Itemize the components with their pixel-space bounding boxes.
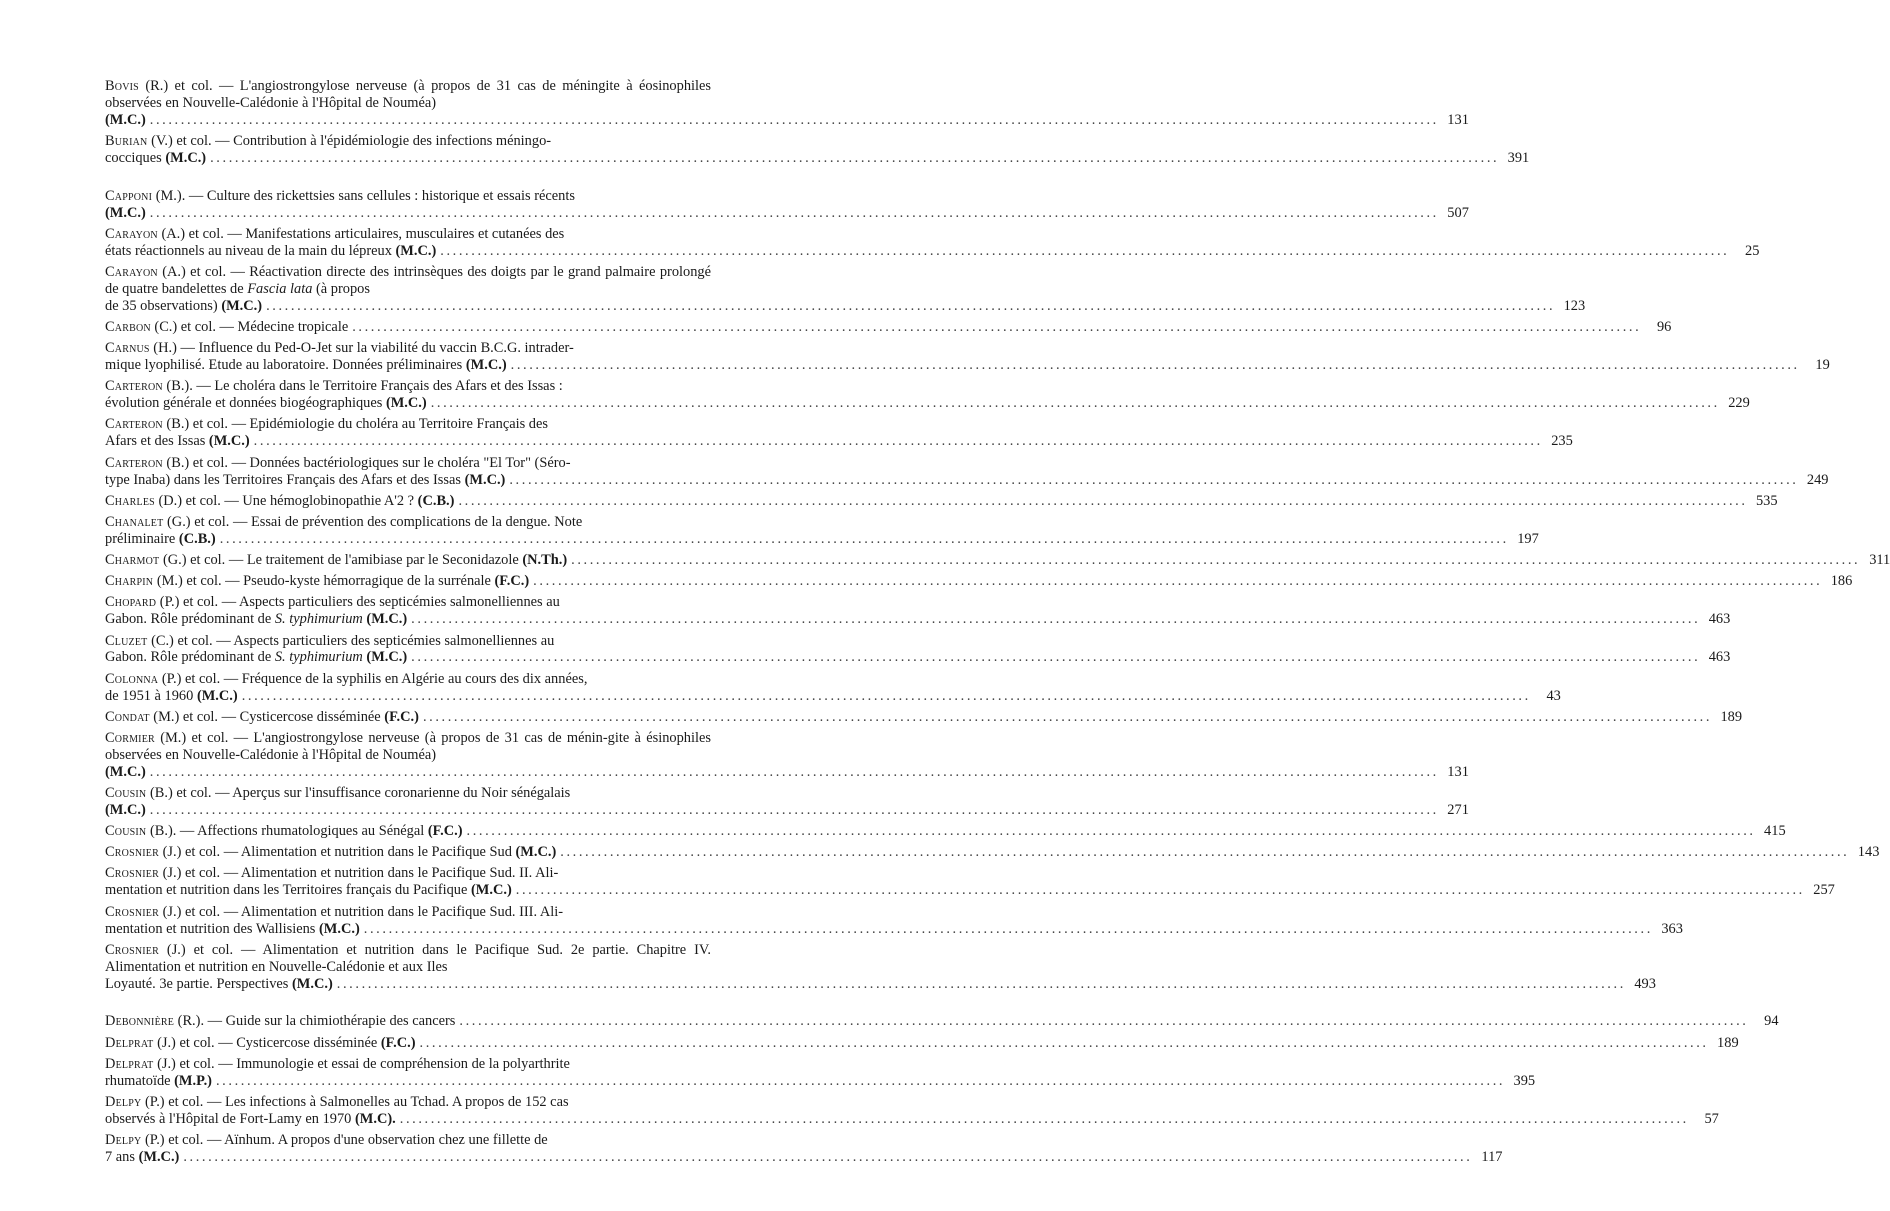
leader-dots: ................................................................................................................................................................................................................	[399, 1110, 1689, 1127]
entry-title: (M.). — Culture des rickettsies sans cellules : historique et essais récents	[152, 187, 575, 204]
page-number: 363	[1661, 920, 1683, 937]
leader-dots: ................................................................................................................................................................................................................	[215, 1072, 1506, 1089]
entry-last-text	[105, 1111, 396, 1128]
entry-title-end: rhumatoïde	[105, 1072, 175, 1089]
index-entry	[105, 513, 1539, 548]
leader-dots: ................................................................................................................................................................................................................	[363, 920, 1653, 937]
author-name: Crosnier	[105, 941, 159, 958]
page-number: 189	[1717, 1034, 1739, 1051]
leader-dots: ................................................................................................................................................................................................................	[352, 319, 1642, 336]
entry-source: (M.C.)	[395, 242, 437, 259]
entry-last-line	[105, 319, 1672, 336]
entry-last-text	[105, 552, 567, 569]
leader-dots: ................................................................................................................................................................................................................	[149, 204, 1439, 221]
page-number: 507	[1447, 204, 1469, 221]
entry-title: (J.) et col. — Alimentation et nutrition dans le Pacifique Sud. 2e partie. Chapitre IV. Alimentation et nutrition en Nouvelle-Calédonie et aux Iles	[105, 941, 711, 975]
entry-source: (M.C.)	[464, 471, 506, 488]
entry-last-line	[105, 492, 1778, 510]
entry-last-text	[105, 882, 512, 899]
entry-source: (M.C.)	[319, 920, 360, 937]
entry-title-end: préliminaire	[105, 530, 179, 547]
index-entry	[105, 1013, 1779, 1030]
entry-last-text	[105, 205, 146, 222]
index-entry	[105, 823, 1786, 840]
page-number: 143	[1857, 844, 1880, 861]
author-name: Chopard	[105, 594, 157, 611]
index-entry	[105, 865, 1835, 899]
entry-source: (M.C.)	[362, 611, 408, 628]
entry-last-text	[105, 1073, 212, 1090]
entry-last-line	[105, 823, 1786, 840]
author-name: Charles	[105, 492, 155, 509]
entry-title-italic: S. typhimurium	[274, 611, 363, 628]
entry-title: (A.) et col. — Réactivation directe des intrinsèques des doigts par le grand palmaire prolongé de quatre bandelettes de	[105, 264, 711, 297]
entry-last-line	[105, 573, 1853, 590]
index-entry	[105, 941, 1656, 993]
author-name: Carteron	[105, 378, 163, 395]
entry-title-end: (J.) et col. — Cysticercose disséminée	[153, 1034, 381, 1051]
entry-source: (M.C).	[354, 1110, 396, 1127]
entry-last-text	[105, 1035, 416, 1052]
entry-text	[105, 514, 711, 531]
entry-last-line	[105, 611, 1731, 628]
entry-title-end: 7 ans	[105, 1148, 139, 1165]
index-entry	[105, 784, 1469, 819]
entry-text	[105, 1132, 711, 1149]
author-name: Burian	[105, 133, 148, 150]
entry-last-text	[105, 243, 436, 260]
page-number: 463	[1708, 649, 1731, 666]
page-number: 57	[1704, 1110, 1719, 1127]
entry-source: (M.C.)	[165, 149, 207, 166]
entry-title: (M.) et col. — L'angiostrongylose nerveuse (à propos de 31 cas de ménin-gite à ésinophiles observées en Nouvelle-Calédonie à l'Hôpital de Nouméa)	[105, 729, 711, 763]
index-entry	[105, 670, 1561, 705]
entry-title-cont: (à propos	[312, 280, 370, 297]
page-number: 117	[1481, 1148, 1503, 1165]
entry-source: (M.C.)	[105, 111, 146, 128]
entry-title-end: mique lyophilisé. Etude au laboratoire. Données préliminaires	[105, 357, 466, 374]
entry-title-end: de 35 observations)	[105, 297, 222, 314]
entry-last-text	[105, 823, 463, 840]
index-entry	[105, 378, 1750, 412]
entry-text	[105, 942, 711, 976]
page-number: 131	[1447, 763, 1469, 780]
entry-text	[105, 1094, 711, 1111]
entry-last-line	[105, 649, 1731, 666]
author-name: Carayon	[105, 264, 158, 281]
entry-source: (M.C.)	[221, 297, 263, 314]
entry-last-line	[105, 530, 1539, 548]
author-name: Cousin	[105, 823, 147, 840]
entry-last-text	[105, 357, 507, 374]
author-name: Carbon	[105, 319, 151, 336]
entry-title: (P.) et col. — Les infections à Salmonelles au Tchad. A propos de 152 cas	[141, 1093, 569, 1110]
entry-last-text	[105, 493, 454, 510]
entry-title: (A.) et col. — Manifestations articulaires, musculaires et cutanées des	[157, 225, 565, 242]
entry-title-italic: Fascia lata	[247, 280, 313, 297]
entry-source: (M.C.)	[196, 687, 238, 704]
entry-last-text	[105, 844, 556, 861]
entry-last-line	[105, 357, 1830, 374]
author-name: Cormier	[105, 729, 155, 746]
leader-dots: ................................................................................................................................................................................................................	[411, 649, 1701, 666]
entry-last-text	[105, 319, 348, 336]
entry-title-end: (D.) et col. — Une hémoglobinopathie A'2 ?	[154, 492, 418, 509]
page-number: 43	[1546, 687, 1561, 704]
entry-title-end: cocciques	[105, 149, 166, 166]
entry-title: (R.) et col. — L'angiostrongylose nerveuse (à propos de 31 cas de méningite à éosinophiles observées en Nouvelle-Calédonie à l'Hôpital de Nouméa)	[105, 78, 711, 111]
entry-last-text	[105, 472, 505, 489]
leader-dots: ................................................................................................................................................................................................................	[149, 763, 1439, 780]
entry-title-end: états réactionnels au niveau de la main du lépreux	[105, 242, 396, 259]
entry-title: (P.) et col. — Aïnhum. A propos d'une observation chez une fillette de	[141, 1132, 548, 1149]
author-name: Colonna	[105, 670, 159, 687]
entry-text	[105, 1056, 711, 1073]
leader-dots: ................................................................................................................................................................................................................	[183, 1148, 1473, 1165]
page-number: 94	[1764, 1013, 1779, 1030]
entry-text	[105, 133, 711, 150]
entry-source: (C.B.)	[178, 530, 216, 547]
index-entry	[105, 708, 1743, 726]
entry-last-text	[105, 1149, 179, 1166]
entry-last-line	[105, 433, 1573, 450]
entry-text	[105, 378, 711, 395]
entry-text	[105, 785, 711, 802]
leader-dots: ................................................................................................................................................................................................................	[419, 1034, 1709, 1051]
leader-dots: ................................................................................................................................................................................................................	[509, 471, 1799, 488]
entry-last-line	[105, 801, 1469, 819]
index-entry	[105, 552, 1890, 569]
author-name: Bovis	[105, 78, 139, 94]
page-number: 249	[1806, 471, 1829, 488]
entry-last-text	[105, 649, 407, 666]
entry-text	[105, 730, 711, 764]
entry-source: (M.C.)	[292, 975, 333, 992]
entry-title-end: (G.) et col. — Le traitement de l'amibiase par le Seconidazole	[159, 552, 523, 569]
page-number: 189	[1720, 708, 1743, 725]
author-name: Carteron	[105, 454, 163, 471]
page-number: 395	[1513, 1072, 1536, 1089]
entry-last-line	[105, 552, 1890, 569]
entry-source: (M.C.)	[105, 204, 146, 221]
page-number: 257	[1813, 882, 1835, 899]
entry-source: (M.P.)	[174, 1072, 212, 1089]
author-name: Crosnier	[105, 865, 159, 882]
entry-text	[105, 226, 711, 243]
entry-title: (B.) et col. — Données bactériologiques sur le choléra "El Tor" (Séro-	[162, 454, 571, 471]
leader-dots: ................................................................................................................................................................................................................	[336, 975, 1626, 992]
author-name: Crosnier	[105, 844, 159, 861]
entry-last-text	[105, 976, 333, 993]
entry-title: (G.) et col. — Essai de prévention des complications de la dengue. Note	[163, 513, 583, 530]
page-number: 25	[1745, 242, 1760, 259]
entry-last-line	[105, 687, 1561, 705]
leader-dots: ................................................................................................................................................................................................................	[571, 552, 1861, 569]
entry-last-line	[105, 297, 1586, 315]
entry-title: (P.) et col. — Fréquence de la syphilis en Algérie au cours des dix années,	[158, 670, 588, 687]
index-entry	[105, 454, 1829, 489]
entry-title: (V.) et col. — Contribution à l'épidémiologie des infections méningo-	[147, 133, 552, 150]
entry-title-end: (C.) et col. — Médecine tropicale	[150, 319, 349, 336]
entry-last-line	[105, 920, 1683, 938]
page-number: 235	[1551, 433, 1573, 450]
author-name: Condat	[105, 708, 150, 725]
entry-last-text	[105, 573, 529, 590]
entry-title-end: Gabon. Rôle prédominant de	[105, 649, 275, 666]
entry-title-end: (R.). — Guide sur la chimiothérapie des cancers	[174, 1013, 456, 1030]
leader-dots: ................................................................................................................................................................................................................	[241, 687, 1531, 704]
index-entry	[105, 133, 1530, 167]
entry-source: (M.C.)	[385, 395, 427, 412]
leader-dots: ................................................................................................................................................................................................................	[459, 1013, 1749, 1030]
entry-last-text	[105, 688, 238, 705]
page-number: 535	[1755, 492, 1778, 509]
entry-title-end: (M.) et col. — Cysticercose disséminée	[149, 708, 385, 725]
entry-source: (N.Th.)	[522, 552, 568, 569]
entry-last-line	[105, 242, 1760, 260]
leader-dots: ................................................................................................................................................................................................................	[411, 611, 1701, 628]
author-name: Delpy	[105, 1132, 142, 1149]
entry-title-end: (B.). — Affections rhumatologiques au Sénégal	[146, 823, 428, 840]
entry-source: (F.C.)	[494, 573, 530, 590]
entry-last-text	[105, 395, 427, 412]
entry-text	[105, 78, 711, 112]
author-name: Delprat	[105, 1034, 154, 1051]
entry-source: (M.C.)	[105, 801, 146, 818]
index-entry	[105, 1055, 1536, 1090]
entry-title: (B.) et col. — Aperçus sur l'insuffisance coronarienne du Noir sénégalais	[146, 784, 571, 801]
index-entry	[105, 844, 1880, 861]
leader-dots: ................................................................................................................................................................................................................	[149, 801, 1439, 818]
leader-dots: ................................................................................................................................................................................................................	[430, 395, 1720, 412]
index-entry	[105, 319, 1672, 336]
index-entry	[105, 264, 1586, 315]
page-number: 391	[1507, 149, 1530, 166]
entry-source: (M.C.)	[208, 433, 250, 450]
entry-last-line	[105, 149, 1530, 167]
entry-text	[105, 455, 711, 472]
entry-source: (C.B.)	[417, 492, 455, 509]
entry-last-line	[105, 395, 1750, 412]
index-entry	[105, 225, 1760, 260]
entry-last-text	[105, 921, 360, 938]
leader-dots: ................................................................................................................................................................................................................	[253, 433, 1543, 450]
entry-title: (J.) et col. — Immunologie et essai de compréhension de la polyarthrite	[153, 1055, 570, 1072]
entry-source: (F.C.)	[380, 1034, 416, 1051]
entry-title: (H.) — Influence du Ped-O-Jet sur la viabilité du vaccin B.C.G. intrader-	[149, 340, 574, 357]
page-number: 271	[1447, 801, 1469, 818]
author-name: Carteron	[105, 416, 163, 433]
entry-source: (M.C.)	[105, 763, 146, 780]
entry-text	[105, 633, 711, 650]
index-entry	[105, 187, 1469, 222]
index-entry	[105, 1132, 1503, 1166]
entry-title: (B.) et col. — Epidémiologie du choléra au Territoire Français des	[162, 416, 548, 433]
entry-last-text	[105, 298, 262, 315]
entry-title-end: type Inaba) dans les Territoires Français des Afars et des Issas	[105, 471, 465, 488]
page-number: 463	[1708, 611, 1731, 628]
entry-last-line	[105, 111, 1469, 129]
entry-last-line	[105, 471, 1829, 489]
index-entry	[105, 340, 1830, 374]
page-number: 229	[1728, 395, 1750, 412]
entry-title-end: mentation et nutrition des Wallisiens	[105, 920, 320, 937]
entry-source: (M.C.)	[515, 844, 557, 861]
entry-last-line	[105, 844, 1880, 861]
author-name: Carnus	[105, 340, 150, 357]
leader-dots: ................................................................................................................................................................................................................	[515, 882, 1805, 899]
entry-last-text	[105, 611, 407, 628]
entry-text	[105, 594, 711, 611]
entry-last-line	[105, 763, 1469, 781]
page-number: 415	[1764, 823, 1786, 840]
entry-last-text	[105, 433, 250, 450]
entry-title: (P.) et col. — Aspects particuliers des septicémies salmonelliennes au	[156, 594, 560, 611]
leader-dots: ................................................................................................................................................................................................................	[210, 149, 1500, 166]
index-page	[105, 78, 1890, 1170]
author-name: Debonnière	[105, 1013, 175, 1030]
index-entry	[105, 632, 1731, 667]
page-number: 96	[1656, 319, 1672, 336]
entry-last-text	[105, 112, 146, 129]
entry-text	[105, 340, 711, 357]
entry-title-end: observés à l'Hôpital de Fort-Lamy en 1970	[105, 1110, 355, 1127]
entry-last-text	[105, 709, 419, 726]
leader-dots: ................................................................................................................................................................................................................	[510, 357, 1800, 374]
entry-title-end: mentation et nutrition dans les Territoires français du Pacifique	[105, 882, 471, 899]
page-number: 19	[1815, 357, 1830, 374]
page-number: 493	[1634, 975, 1656, 992]
entry-source: (F.C.)	[427, 823, 463, 840]
entry-title: (C.) et col. — Aspects particuliers des septicémies salmonelliennes au	[147, 632, 555, 649]
author-name: Cluzet	[105, 632, 148, 649]
entry-title-end: de 1951 à 1960	[105, 687, 197, 704]
author-name: Delpy	[105, 1093, 142, 1110]
page-number: 311	[1869, 552, 1890, 569]
entry-title-end: Gabon. Rôle prédominant de	[105, 611, 275, 628]
leader-dots: ................................................................................................................................................................................................................	[266, 297, 1556, 314]
entry-last-line	[105, 882, 1835, 899]
entry-title-italic: S. typhimurium	[274, 649, 363, 666]
page-number: 123	[1563, 297, 1586, 314]
index-entry	[105, 573, 1853, 590]
entry-last-line	[105, 1110, 1719, 1128]
entry-source: (M.C.)	[465, 357, 507, 374]
entry-last-line	[105, 708, 1743, 726]
author-name: Delprat	[105, 1055, 154, 1072]
index-entry	[105, 78, 1469, 129]
page-number: 131	[1447, 111, 1469, 128]
entry-text	[105, 904, 711, 921]
leader-dots: ................................................................................................................................................................................................................	[458, 492, 1748, 509]
entry-source: (M.C.)	[470, 882, 512, 899]
entry-text	[105, 264, 711, 298]
entry-title-end: (J.) et col. — Alimentation et nutrition dans le Pacifique Sud	[158, 844, 516, 861]
entry-title-end: Afars et des Issas	[105, 433, 209, 450]
index-entry	[105, 903, 1683, 938]
entry-last-line	[105, 1148, 1503, 1166]
entry-title: (B.). — Le choléra dans le Territoire Français des Afars et des Issas :	[162, 378, 563, 395]
author-name: Capponi	[105, 187, 153, 204]
entry-title-end: Loyauté. 3e partie. Perspectives	[105, 975, 293, 992]
entry-title: (J.) et col. — Alimentation et nutrition dans le Pacifique Sud. III. Ali-	[158, 903, 564, 920]
entry-source: (M.C.)	[138, 1148, 180, 1165]
entry-last-line	[105, 975, 1656, 993]
leader-dots: ................................................................................................................................................................................................................	[219, 530, 1509, 547]
entry-last-text	[105, 1013, 455, 1030]
page-number: 186	[1830, 573, 1853, 590]
entry-title-end: évolution générale et données biogéographiques	[105, 395, 386, 412]
index-entry	[105, 416, 1573, 450]
author-name: Charmot	[105, 552, 160, 569]
index-entry	[105, 594, 1731, 628]
entry-last-line	[105, 1034, 1739, 1052]
leader-dots: ................................................................................................................................................................................................................	[533, 573, 1823, 590]
index-entry	[105, 1093, 1719, 1128]
index-entry	[105, 492, 1778, 510]
leader-dots: ................................................................................................................................................................................................................	[560, 844, 1850, 861]
entry-last-line	[105, 1072, 1536, 1090]
index-entry	[105, 1034, 1739, 1052]
entry-title: (J.) et col. — Alimentation et nutrition dans le Pacifique Sud. II. Ali-	[158, 865, 559, 882]
leader-dots: ................................................................................................................................................................................................................	[422, 708, 1713, 725]
entry-last-text	[105, 531, 216, 548]
author-name: Cousin	[105, 784, 147, 801]
index-entry	[105, 729, 1469, 781]
leader-dots: ................................................................................................................................................................................................................	[149, 111, 1439, 128]
entry-last-text	[105, 764, 146, 781]
entry-last-line	[105, 204, 1469, 222]
entry-source: (F.C.)	[384, 708, 419, 725]
entry-title-end: (M.) et col. — Pseudo-kyste hémorragique de la surrénale	[153, 573, 495, 590]
entry-text	[105, 671, 711, 688]
author-name: Chanalet	[105, 513, 164, 530]
page-number: 197	[1517, 530, 1539, 547]
entry-text	[105, 865, 711, 882]
entry-text	[105, 188, 711, 205]
entry-last-text	[105, 150, 206, 167]
entry-source: (M.C.)	[362, 649, 408, 666]
entry-text	[105, 416, 711, 433]
author-name: Carayon	[105, 225, 158, 242]
leader-dots: ................................................................................................................................................................................................................	[440, 242, 1730, 259]
leader-dots: ................................................................................................................................................................................................................	[466, 823, 1756, 840]
entry-last-text	[105, 802, 146, 819]
entry-last-line	[105, 1013, 1779, 1030]
author-name: Charpin	[105, 573, 154, 590]
author-name: Crosnier	[105, 903, 159, 920]
